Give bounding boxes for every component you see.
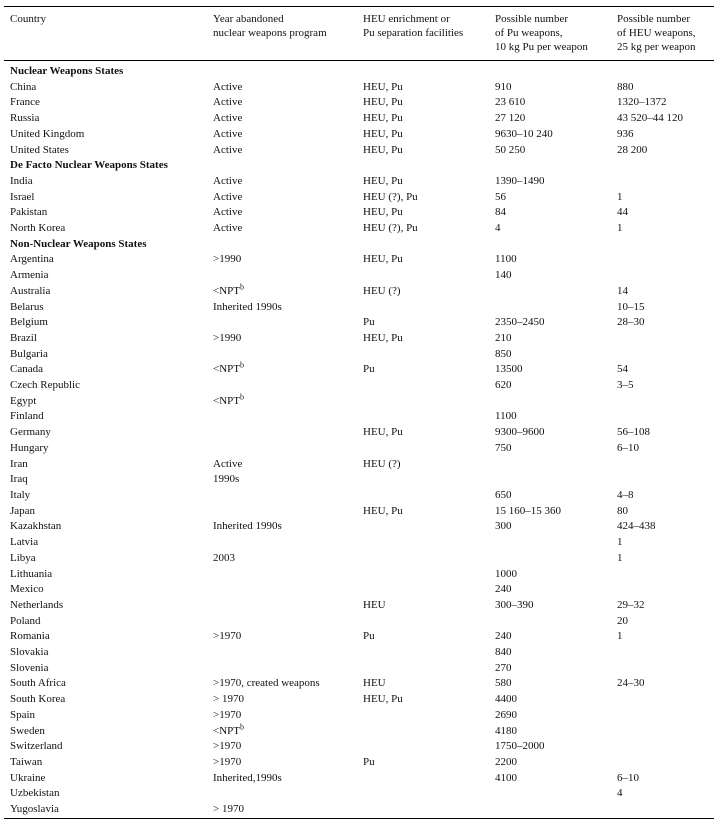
cell-year-abandoned: Active: [213, 190, 243, 203]
cell-heu-weapons: [611, 567, 714, 583]
cell-facilities: HEU, Pu: [363, 127, 403, 140]
cell-facilities: [357, 771, 489, 787]
cell-country: Romania: [10, 630, 50, 643]
cell-heu-weapons: 28 200: [617, 143, 648, 156]
cell-country: Kazakhstan: [10, 520, 62, 533]
cell-heu-weapons: 10–15: [617, 300, 645, 313]
cell-facilities: HEU, Pu: [363, 426, 403, 439]
cell-pu-weapons: 140: [495, 269, 512, 282]
cell-heu-weapons: [611, 739, 714, 755]
cell-year-abandoned: [207, 598, 357, 614]
cell-pu-weapons: 13500: [495, 363, 523, 376]
cell-facilities: [357, 519, 489, 535]
cell-heu-weapons: [611, 755, 714, 771]
cell-year-abandoned: Active: [213, 174, 243, 187]
table-row: [4, 252, 714, 268]
header-line: Possible number: [495, 13, 569, 25]
cell-pu-weapons: 2350–2450: [495, 316, 545, 329]
cell-facilities: Pu: [363, 755, 375, 768]
cell-year-abandoned: >1970, created weapons: [213, 677, 320, 690]
cell-year-abandoned: Active: [213, 80, 243, 93]
cell-country: Armenia: [10, 269, 49, 282]
header-line: Possible number: [617, 13, 691, 25]
cell-pu-weapons: [489, 284, 611, 300]
header-line: nuclear weapons program: [213, 27, 327, 39]
cell-year-abandoned: [207, 786, 357, 802]
cell-country: Hungary: [10, 441, 49, 454]
cell-country: Iraq: [10, 473, 28, 486]
cell-heu-weapons: [611, 394, 714, 410]
cell-heu-weapons: 1: [617, 630, 623, 643]
table-row: [4, 80, 714, 96]
table-row: [4, 755, 714, 771]
cell-country: North Korea: [10, 222, 66, 235]
cell-country: Mexico: [10, 583, 44, 596]
table-row: [4, 362, 714, 378]
cell-year-abandoned: Inherited,1990s: [213, 771, 282, 784]
header-year-abandoned: [207, 7, 357, 61]
section-title: De Facto Nuclear Weapons States: [10, 159, 168, 172]
cell-year-abandoned: $<NPT^b$: [213, 392, 244, 407]
header-facilities: [357, 7, 489, 61]
cell-pu-weapons: 580: [495, 677, 512, 690]
cell-year-abandoned: Inherited 1990s: [213, 520, 282, 533]
cell-country: Netherlands: [10, 598, 64, 611]
cell-heu-weapons: 936: [617, 127, 634, 140]
cell-pu-weapons: 23 610: [495, 96, 526, 109]
cell-facilities: HEU (?), Pu: [363, 222, 418, 235]
cell-heu-weapons: 24–30: [617, 677, 645, 690]
cell-pu-weapons: 84: [495, 206, 506, 219]
table-row: [4, 488, 714, 504]
cell-heu-weapons: 20: [617, 614, 628, 627]
cell-year-abandoned: >1970: [213, 755, 242, 768]
cell-facilities: [357, 645, 489, 661]
cell-facilities: [357, 535, 489, 551]
table-row: [4, 95, 714, 111]
cell-country: Belarus: [10, 300, 44, 313]
table-row: [4, 692, 714, 708]
table-row: [4, 315, 714, 331]
table-row: [4, 143, 714, 159]
table-row: [4, 347, 714, 363]
cell-pu-weapons: 50 250: [495, 143, 526, 156]
cell-pu-weapons: 15 160–15 360: [495, 504, 561, 517]
cell-pu-weapons: 2200: [495, 755, 517, 768]
cell-pu-weapons: 840: [495, 646, 512, 659]
cell-facilities: Pu: [363, 363, 375, 376]
table-row: [4, 190, 714, 206]
table-row: [4, 409, 714, 425]
cell-facilities: HEU, Pu: [363, 112, 403, 125]
cell-country: Switzerland: [10, 740, 63, 753]
cell-country: Argentina: [10, 253, 54, 266]
cell-facilities: [357, 300, 489, 316]
cell-facilities: [357, 488, 489, 504]
cell-pu-weapons: [489, 786, 611, 802]
table-row: [4, 582, 714, 598]
cell-facilities: [357, 394, 489, 410]
cell-heu-weapons: 4: [617, 787, 623, 800]
cell-country: Ukraine: [10, 771, 46, 784]
cell-country: United States: [10, 143, 69, 156]
table-row: [4, 394, 714, 410]
cell-year-abandoned: [207, 661, 357, 677]
cell-heu-weapons: 424–438: [617, 520, 656, 533]
cell-facilities: [357, 472, 489, 488]
table-row: [4, 645, 714, 661]
cell-country: South Africa: [10, 677, 66, 690]
weapons-table: [4, 6, 714, 819]
cell-country: France: [10, 96, 40, 109]
cell-pu-weapons: [489, 614, 611, 630]
cell-heu-weapons: 3–5: [617, 379, 634, 392]
cell-pu-weapons: 1000: [495, 567, 517, 580]
table-row: [4, 221, 714, 237]
cell-pu-weapons: [489, 535, 611, 551]
cell-facilities: [357, 347, 489, 363]
cell-pu-weapons: 27 120: [495, 112, 526, 125]
cell-country: Australia: [10, 284, 51, 297]
cell-country: Slovakia: [10, 646, 49, 659]
cell-heu-weapons: [611, 409, 714, 425]
cell-country: Germany: [10, 426, 51, 439]
cell-facilities: HEU, Pu: [363, 96, 403, 109]
cell-facilities: HEU, Pu: [363, 80, 403, 93]
cell-country: Russia: [10, 112, 40, 125]
cell-heu-weapons: [611, 645, 714, 661]
cell-country: Finland: [10, 410, 44, 423]
section-title: Nuclear Weapons States: [10, 65, 124, 77]
cell-heu-weapons: 4–8: [617, 488, 634, 501]
cell-heu-weapons: 1: [617, 536, 623, 549]
cell-year-abandoned: $<NPT^b$: [213, 721, 244, 737]
table-row: [4, 567, 714, 583]
cell-year-abandoned: [207, 378, 357, 394]
cell-year-abandoned: [207, 441, 357, 457]
section-header-row: [4, 158, 714, 174]
table-row: [4, 457, 714, 473]
cell-country: Latvia: [10, 536, 39, 549]
cell-pu-weapons: 750: [495, 441, 512, 454]
cell-facilities: [357, 378, 489, 394]
cell-heu-weapons: [611, 331, 714, 347]
cell-year-abandoned: > 1970: [213, 693, 244, 706]
cell-country: Libya: [10, 551, 36, 564]
table-row: [4, 771, 714, 787]
cell-year-abandoned: [207, 315, 357, 331]
cell-pu-weapons: [489, 300, 611, 316]
table-row: [4, 378, 714, 394]
cell-year-abandoned: Active: [213, 143, 243, 156]
header-line: Pu separation facilities: [363, 27, 464, 39]
cell-year-abandoned: Active: [213, 222, 243, 235]
section-title: Non-Nuclear Weapons States: [10, 237, 147, 250]
cell-country: Lithuania: [10, 567, 53, 580]
table-row: [4, 708, 714, 724]
cell-heu-weapons: [611, 472, 714, 488]
cell-year-abandoned: [207, 582, 357, 598]
cell-year-abandoned: Active: [213, 206, 243, 219]
cell-pu-weapons: 240: [495, 583, 512, 596]
table-row: [4, 504, 714, 520]
cell-year-abandoned: [207, 488, 357, 504]
cell-country: Belgium: [10, 316, 48, 329]
cell-pu-weapons: 1390–1490: [495, 174, 545, 187]
cell-facilities: HEU (?): [363, 284, 401, 297]
cell-heu-weapons: 1: [617, 551, 623, 564]
cell-facilities: [357, 708, 489, 724]
cell-pu-weapons: 4: [495, 222, 501, 235]
table-row: [4, 676, 714, 692]
cell-heu-weapons: [611, 724, 714, 740]
cell-facilities: [357, 409, 489, 425]
cell-country: Pakistan: [10, 206, 48, 219]
section-header-row: [4, 237, 714, 253]
cell-country: Italy: [10, 488, 31, 501]
cell-year-abandoned: [207, 268, 357, 284]
cell-heu-weapons: 6–10: [617, 771, 639, 784]
cell-pu-weapons: [489, 551, 611, 567]
cell-country: Czech Republic: [10, 379, 80, 392]
cell-facilities: [357, 441, 489, 457]
cell-pu-weapons: 4400: [495, 693, 517, 706]
cell-heu-weapons: [611, 708, 714, 724]
cell-heu-weapons: 880: [617, 80, 634, 93]
cell-pu-weapons: 620: [495, 379, 512, 392]
cell-pu-weapons: 4100: [495, 771, 517, 784]
cell-facilities: [357, 802, 489, 818]
cell-pu-weapons: [489, 394, 611, 410]
cell-country: Canada: [10, 363, 43, 376]
cell-country: Japan: [10, 504, 36, 517]
cell-facilities: Pu: [363, 630, 375, 643]
cell-heu-weapons: 1320–1372: [617, 96, 667, 109]
cell-facilities: [357, 661, 489, 677]
cell-facilities: [357, 551, 489, 567]
cell-facilities: HEU, Pu: [363, 174, 403, 187]
cell-pu-weapons: 1100: [495, 410, 517, 423]
section-header-row: [4, 61, 714, 80]
cell-year-abandoned: [207, 347, 357, 363]
table-row: [4, 802, 714, 818]
table-row: [4, 551, 714, 567]
table-row: [4, 598, 714, 614]
table-row: [4, 331, 714, 347]
cell-facilities: [357, 268, 489, 284]
cell-facilities: HEU, Pu: [363, 206, 403, 219]
table-row: [4, 205, 714, 221]
cell-heu-weapons: [611, 582, 714, 598]
cell-pu-weapons: 910: [495, 80, 512, 93]
cell-year-abandoned: Inherited 1990s: [213, 300, 282, 313]
cell-country: Brazil: [10, 331, 37, 344]
table-row: [4, 425, 714, 441]
cell-heu-weapons: [611, 661, 714, 677]
cell-pu-weapons: 1750–2000: [495, 740, 545, 753]
cell-heu-weapons: 54: [617, 363, 628, 376]
cell-pu-weapons: 1100: [495, 253, 517, 266]
cell-country: India: [10, 174, 33, 187]
cell-country: Uzbekistan: [10, 787, 60, 800]
cell-year-abandoned: >1990: [213, 253, 242, 266]
cell-pu-weapons: 650: [495, 488, 512, 501]
table-row: [4, 629, 714, 645]
cell-country: Israel: [10, 190, 35, 203]
cell-heu-weapons: [611, 174, 714, 190]
cell-heu-weapons: 28–30: [617, 316, 645, 329]
cell-year-abandoned: [207, 614, 357, 630]
cell-pu-weapons: 300: [495, 520, 512, 533]
cell-pu-weapons: 2690: [495, 708, 517, 721]
cell-heu-weapons: 1: [617, 222, 623, 235]
header-pu-weapons: [489, 7, 611, 61]
table-row: [4, 174, 714, 190]
header-line: 25 kg per weapon: [617, 41, 696, 53]
cell-heu-weapons: 29–32: [617, 598, 645, 611]
cell-pu-weapons: 210: [495, 331, 512, 344]
cell-country: Egypt: [10, 394, 37, 407]
cell-facilities: HEU, Pu: [363, 693, 403, 706]
cell-year-abandoned: $<NPT^b$: [213, 360, 244, 376]
table-row: [4, 441, 714, 457]
cell-facilities: [357, 724, 489, 740]
cell-heu-weapons: [611, 802, 714, 818]
cell-country: Iran: [10, 457, 28, 470]
cell-pu-weapons: 9300–9600: [495, 426, 545, 439]
cell-facilities: HEU, Pu: [363, 253, 403, 266]
table-row: [4, 519, 714, 535]
table-row: [4, 284, 714, 300]
cell-heu-weapons: 44: [617, 206, 628, 219]
cell-pu-weapons: 4180: [495, 724, 517, 737]
cell-year-abandoned: [207, 535, 357, 551]
cell-year-abandoned: [207, 567, 357, 583]
cell-country: Spain: [10, 708, 36, 721]
cell-heu-weapons: [611, 457, 714, 473]
cell-year-abandoned: [207, 409, 357, 425]
cell-country: Sweden: [10, 724, 45, 737]
cell-country: Bulgaria: [10, 347, 48, 360]
cell-heu-weapons: 56–108: [617, 426, 650, 439]
cell-facilities: [357, 786, 489, 802]
table-row: [4, 111, 714, 127]
cell-facilities: HEU, Pu: [363, 143, 403, 156]
cell-facilities: [357, 739, 489, 755]
header-line: 10 kg Pu per weapon: [495, 41, 588, 53]
cell-heu-weapons: [611, 347, 714, 363]
cell-year-abandoned: >1990: [213, 331, 242, 344]
header-country: [4, 7, 207, 61]
cell-year-abandoned: [207, 645, 357, 661]
cell-year-abandoned: [207, 425, 357, 441]
header-line: of Pu weapons,: [495, 27, 563, 39]
cell-year-abandoned: 2003: [213, 551, 235, 564]
cell-country: Yugoslavia: [4, 802, 207, 818]
cell-year-abandoned: Active: [213, 96, 243, 109]
cell-country: Slovenia: [10, 661, 49, 674]
table-body: [4, 61, 714, 819]
cell-facilities: [357, 614, 489, 630]
cell-year-abandoned: [207, 504, 357, 520]
cell-pu-weapons: [489, 472, 611, 488]
cell-heu-weapons: 6–10: [617, 441, 639, 454]
table-row: [4, 472, 714, 488]
cell-pu-weapons: 300–390: [495, 598, 534, 611]
cell-heu-weapons: [611, 252, 714, 268]
cell-country: United Kingdom: [10, 127, 85, 140]
cell-heu-weapons: [611, 268, 714, 284]
cell-year-abandoned: Active: [213, 127, 243, 140]
table-row: [4, 300, 714, 316]
cell-year-abandoned: > 1970: [207, 802, 357, 818]
cell-facilities: HEU (?), Pu: [363, 190, 418, 203]
table-row: [4, 739, 714, 755]
cell-pu-weapons: 9630–10 240: [495, 127, 553, 140]
header-line: Country: [10, 13, 47, 25]
cell-year-abandoned: 1990s: [213, 473, 240, 486]
table-row: [4, 661, 714, 677]
table-row: [4, 614, 714, 630]
cell-pu-weapons: 850: [495, 347, 512, 360]
cell-heu-weapons: 14: [617, 284, 628, 297]
table-row: [4, 535, 714, 551]
cell-pu-weapons: [489, 802, 611, 818]
cell-facilities: HEU: [363, 677, 386, 690]
cell-facilities: [357, 582, 489, 598]
cell-pu-weapons: 240: [495, 630, 512, 643]
table-header: [4, 7, 714, 61]
cell-country: Taiwan: [10, 755, 43, 768]
header-line: Year abandoned: [213, 13, 284, 25]
header-heu-weapons: [611, 7, 714, 61]
cell-facilities: HEU: [363, 598, 386, 611]
cell-year-abandoned: Active: [213, 457, 243, 470]
table-row: [4, 786, 714, 802]
cell-year-abandoned: >1970: [213, 740, 242, 753]
cell-facilities: HEU, Pu: [363, 504, 403, 517]
cell-heu-weapons: 43 520–44 120: [617, 112, 683, 125]
header-line: HEU enrichment or: [363, 13, 450, 25]
cell-facilities: HEU, Pu: [363, 331, 403, 344]
cell-pu-weapons: [489, 457, 611, 473]
cell-pu-weapons: 270: [495, 661, 512, 674]
cell-year-abandoned: >1970: [213, 630, 242, 643]
cell-country: China: [10, 80, 37, 93]
cell-heu-weapons: 80: [617, 504, 628, 517]
table-row: [4, 268, 714, 284]
cell-facilities: Pu: [363, 316, 375, 329]
cell-year-abandoned: $<NPT^b$: [213, 282, 244, 297]
cell-country: South Korea: [10, 693, 66, 706]
header-line: of HEU weapons,: [617, 27, 696, 39]
cell-facilities: [357, 567, 489, 583]
cell-year-abandoned: Active: [213, 112, 243, 125]
cell-heu-weapons: 1: [617, 190, 623, 203]
cell-facilities: HEU (?): [363, 457, 401, 470]
cell-pu-weapons: 56: [495, 190, 506, 203]
table-row: [4, 724, 714, 740]
cell-country: Poland: [10, 614, 41, 627]
table-row: [4, 127, 714, 143]
cell-year-abandoned: >1970: [213, 708, 242, 721]
cell-heu-weapons: [611, 692, 714, 708]
